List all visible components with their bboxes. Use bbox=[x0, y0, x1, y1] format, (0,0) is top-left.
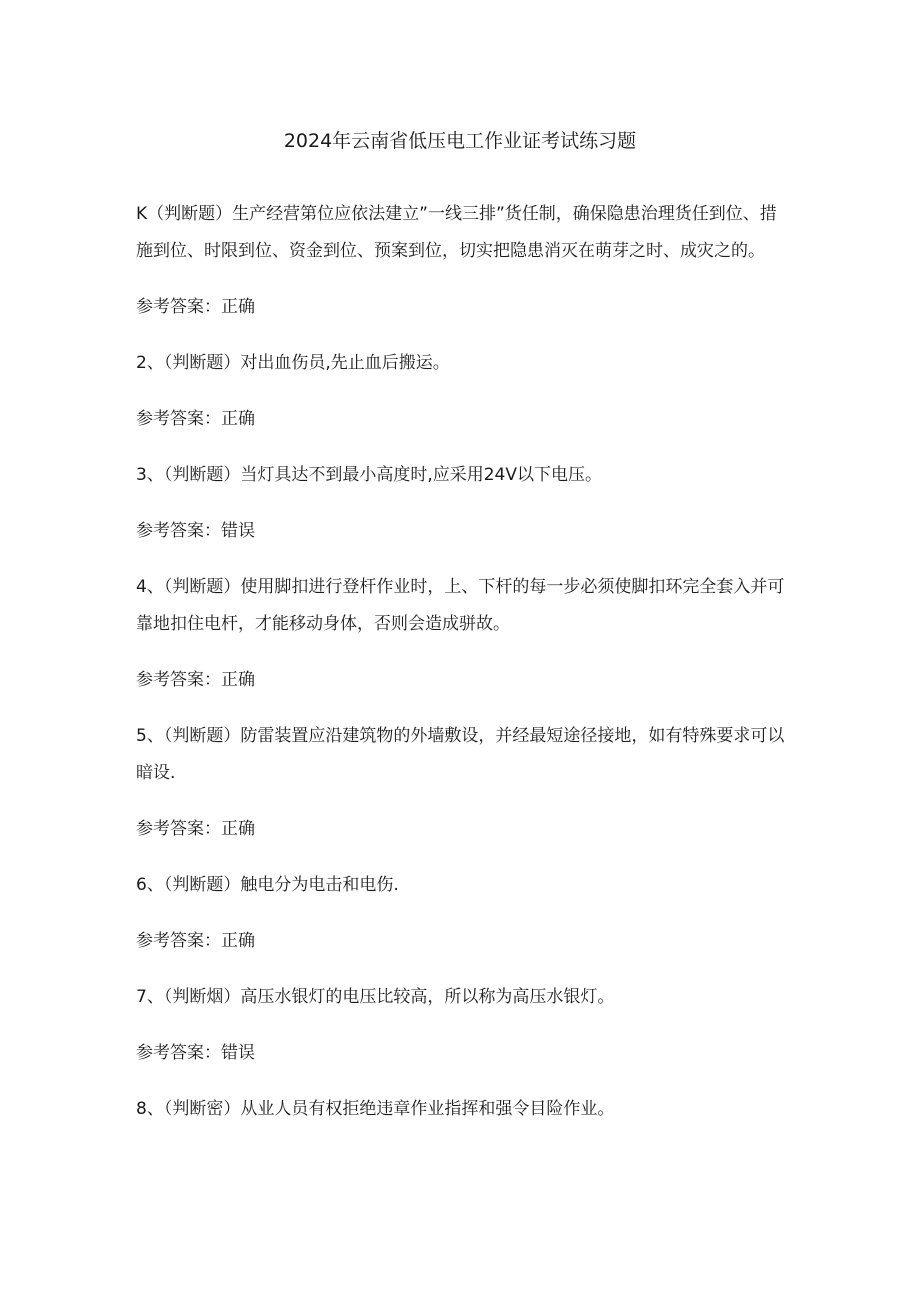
answer-text: 参考答案：正确 bbox=[136, 297, 255, 317]
answer-text: 参考答案：错误 bbox=[136, 1043, 255, 1063]
question-text: 4、（判断题）使用脚扣进行登杆作业时，上、下杆的每一步必须使脚扣环完全套入并可靠地扣住电杆，才能移动身体，否则会造成骈故。 bbox=[136, 577, 785, 634]
answer-text: 参考答案：错误 bbox=[136, 521, 255, 541]
question-text: 7、（判断烟）高压水银灯的电压比较高，所以称为高压水银灯。 bbox=[136, 987, 615, 1007]
question-list bbox=[136, 196, 786, 1128]
question-text: 2、（判断题）对出血伤员,先止血后搬运。 bbox=[136, 353, 450, 373]
question-text: 3、（判断题）当灯具达不到最小高度时,应采用24V以下电压。 bbox=[136, 465, 602, 485]
answer-text: 参考答案：正确 bbox=[136, 670, 255, 690]
answer-text: 参考答案：正确 bbox=[136, 409, 255, 429]
question-text: 5、（判断题）防雷装置应沿建筑物的外墙敷设，并经最短途径接地，如有特殊要求可以暗设. bbox=[136, 726, 785, 783]
answer-text: 参考答案：正确 bbox=[136, 819, 255, 839]
question-text: 6、（判断题）触电分为电击和电伤. bbox=[136, 875, 399, 895]
question-text: K（判断题）生产经营第位应依法建立”一线三排”货任制，确保隐患治理货任到位、措施到位、时限到位、资金到位、预案到位，切实把隐患消灭在萌芽之时、成灾之的。 bbox=[136, 204, 777, 261]
question-text: 8、（判断密）从业人员有权拒绝违章作业指挥和强令目险作业。 bbox=[136, 1099, 615, 1119]
answer-text: 参考答案：正确 bbox=[136, 931, 255, 951]
page-title: 2024年云南省低压电工作业证考试练习题 bbox=[283, 130, 637, 152]
